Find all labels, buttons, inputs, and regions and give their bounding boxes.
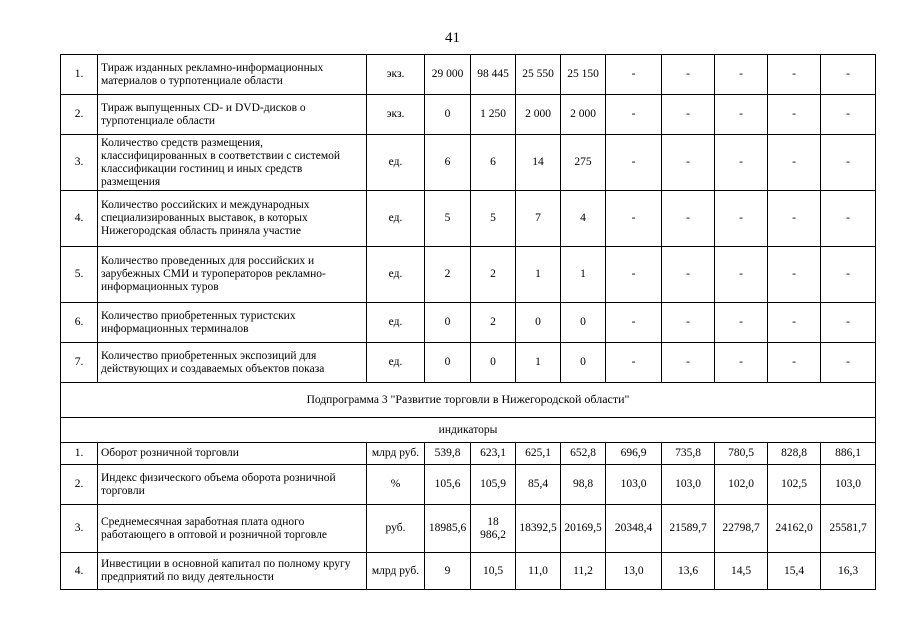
row-value: 18392,5 xyxy=(516,505,561,553)
row-value: - xyxy=(768,55,821,95)
row-name: Количество российских и международных специализированных выставок, в которых Нижегородская область приняла участие xyxy=(98,191,367,247)
row-value: 98 445 xyxy=(471,55,516,95)
row-number: 2. xyxy=(61,95,98,135)
row-value: 696,9 xyxy=(606,443,662,465)
subprogram-name: "Развитие торговли в Нижегородской области" xyxy=(390,392,630,406)
row-value: 20348,4 xyxy=(606,505,662,553)
row-value: - xyxy=(715,135,768,191)
row-value: 6 xyxy=(425,135,471,191)
row-name: Количество проведенных для российских и зарубежных СМИ и туроператоров рекламно-информационных туров xyxy=(98,247,367,303)
row-value: 0 xyxy=(425,343,471,383)
row-value: 7 xyxy=(516,191,561,247)
indicators-header: индикаторы xyxy=(61,418,876,443)
row-value: - xyxy=(662,303,715,343)
row-name: Количество средств размещения, классифицированных в соответствии с системой классификации гостиниц и иных средств размещения xyxy=(98,135,367,191)
row-value: - xyxy=(715,95,768,135)
row-value: - xyxy=(606,95,662,135)
row-value: 11,0 xyxy=(516,553,561,590)
row-number: 5. xyxy=(61,247,98,303)
row-unit: ед. xyxy=(367,191,425,247)
row-value: 1 xyxy=(561,247,606,303)
row-number: 4. xyxy=(61,553,98,590)
row-value: 0 xyxy=(561,303,606,343)
row-value: - xyxy=(662,135,715,191)
row-value: - xyxy=(715,343,768,383)
row-number: 3. xyxy=(61,135,98,191)
row-value: - xyxy=(768,135,821,191)
row-value: 623,1 xyxy=(471,443,516,465)
row-value: - xyxy=(715,303,768,343)
row-value: 5 xyxy=(425,191,471,247)
row-value: 539,8 xyxy=(425,443,471,465)
row-value: 103,0 xyxy=(662,465,715,505)
table-row xyxy=(61,55,876,95)
row-value: 2 xyxy=(471,303,516,343)
table-row xyxy=(61,95,876,135)
row-unit: ед. xyxy=(367,247,425,303)
indicators-table xyxy=(60,54,876,590)
row-value: 13,6 xyxy=(662,553,715,590)
row-value: 2 xyxy=(471,247,516,303)
row-value: 0 xyxy=(471,343,516,383)
row-unit: ед. xyxy=(367,343,425,383)
row-value: 13,0 xyxy=(606,553,662,590)
row-value: 98,8 xyxy=(561,465,606,505)
row-value: - xyxy=(768,247,821,303)
row-value: 780,5 xyxy=(715,443,768,465)
row-value: 2 000 xyxy=(561,95,606,135)
row-value: - xyxy=(662,55,715,95)
row-value: - xyxy=(821,247,876,303)
table-row xyxy=(61,465,876,505)
row-value: - xyxy=(606,55,662,95)
row-value: 0 xyxy=(516,303,561,343)
row-value: - xyxy=(715,55,768,95)
row-number: 3. xyxy=(61,505,98,553)
row-value: 0 xyxy=(561,343,606,383)
row-value: 14 xyxy=(516,135,561,191)
row-value: 1 250 xyxy=(471,95,516,135)
row-value: 1 xyxy=(516,247,561,303)
row-value: 103,0 xyxy=(606,465,662,505)
row-value: 275 xyxy=(561,135,606,191)
row-unit: млрд руб. xyxy=(367,443,425,465)
row-value: 11,2 xyxy=(561,553,606,590)
row-name: Инвестиции в основной капитал по полному кругу предприятий по виду деятельности xyxy=(98,553,367,590)
row-value: 1 xyxy=(516,343,561,383)
row-value: 29 000 xyxy=(425,55,471,95)
row-value: - xyxy=(606,135,662,191)
row-value: 18 986,2 xyxy=(471,505,516,553)
row-value: 0 xyxy=(425,303,471,343)
row-value: - xyxy=(821,95,876,135)
table-row xyxy=(61,343,876,383)
table-row xyxy=(61,191,876,247)
row-name: Тираж изданных рекламно-информационных материалов о турпотенциале области xyxy=(98,55,367,95)
row-unit: млрд руб. xyxy=(367,553,425,590)
row-value: - xyxy=(715,247,768,303)
row-value: 2 xyxy=(425,247,471,303)
row-value: 886,1 xyxy=(821,443,876,465)
table-row xyxy=(61,303,876,343)
row-name: Тираж выпущенных CD- и DVD-дисков о турпотенциале области xyxy=(98,95,367,135)
row-value: - xyxy=(768,303,821,343)
row-value: - xyxy=(662,191,715,247)
row-value: - xyxy=(821,303,876,343)
row-name: Среднемесячная заработная плата одного работающего в оптовой и розничной торговле xyxy=(98,505,367,553)
row-value: 2 000 xyxy=(516,95,561,135)
row-value: 25 150 xyxy=(561,55,606,95)
row-value: 21589,7 xyxy=(662,505,715,553)
row-unit: руб. xyxy=(367,505,425,553)
row-number: 7. xyxy=(61,343,98,383)
row-value: 105,6 xyxy=(425,465,471,505)
row-value: - xyxy=(821,55,876,95)
row-value: 0 xyxy=(425,95,471,135)
row-number: 4. xyxy=(61,191,98,247)
row-value: - xyxy=(821,191,876,247)
row-name: Количество приобретенных экспозиций для действующих и создаваемых объектов показа xyxy=(98,343,367,383)
row-value: 14,5 xyxy=(715,553,768,590)
row-value: - xyxy=(606,247,662,303)
row-value: - xyxy=(662,247,715,303)
row-value: 735,8 xyxy=(662,443,715,465)
row-value: - xyxy=(715,191,768,247)
row-value: 15,4 xyxy=(768,553,821,590)
row-number: 6. xyxy=(61,303,98,343)
table-row xyxy=(61,443,876,465)
row-value: 4 xyxy=(561,191,606,247)
row-value: 103,0 xyxy=(821,465,876,505)
table-row xyxy=(61,135,876,191)
row-value: 105,9 xyxy=(471,465,516,505)
row-value: - xyxy=(768,191,821,247)
row-value: - xyxy=(662,343,715,383)
row-name: Оборот розничной торговли xyxy=(98,443,367,465)
row-value: - xyxy=(606,191,662,247)
row-value: 102,5 xyxy=(768,465,821,505)
row-value: 16,3 xyxy=(821,553,876,590)
subprogram-prefix: Подпрограмма 3 xyxy=(306,394,391,406)
row-value: 9 xyxy=(425,553,471,590)
row-value: 24162,0 xyxy=(768,505,821,553)
row-value: 5 xyxy=(471,191,516,247)
row-name: Количество приобретенных туристских информационных терминалов xyxy=(98,303,367,343)
table-row xyxy=(61,505,876,553)
row-unit: экз. xyxy=(367,55,425,95)
row-value: - xyxy=(606,303,662,343)
row-value: - xyxy=(821,343,876,383)
row-value: - xyxy=(662,95,715,135)
row-value: - xyxy=(606,343,662,383)
row-value: - xyxy=(768,343,821,383)
table-row xyxy=(61,247,876,303)
subprogram-title xyxy=(61,383,876,418)
row-value: 85,4 xyxy=(516,465,561,505)
row-number: 1. xyxy=(61,55,98,95)
row-unit: ед. xyxy=(367,303,425,343)
row-value: 25 550 xyxy=(516,55,561,95)
row-value: 10,5 xyxy=(471,553,516,590)
table-row xyxy=(61,553,876,590)
row-value: 102,0 xyxy=(715,465,768,505)
row-number: 1. xyxy=(61,443,98,465)
row-value: 18985,6 xyxy=(425,505,471,553)
row-value: 22798,7 xyxy=(715,505,768,553)
row-value: 6 xyxy=(471,135,516,191)
row-number: 2. xyxy=(61,465,98,505)
row-value: 625,1 xyxy=(516,443,561,465)
row-value: 25581,7 xyxy=(821,505,876,553)
row-unit: ед. xyxy=(367,135,425,191)
row-unit: % xyxy=(367,465,425,505)
row-value: 828,8 xyxy=(768,443,821,465)
row-name: Индекс физического объема оборота розничной торговли xyxy=(98,465,367,505)
page-number: 41 xyxy=(445,30,460,46)
row-value: - xyxy=(768,95,821,135)
row-value: - xyxy=(821,135,876,191)
row-unit: экз. xyxy=(367,95,425,135)
row-value: 652,8 xyxy=(561,443,606,465)
row-value: 20169,5 xyxy=(561,505,606,553)
